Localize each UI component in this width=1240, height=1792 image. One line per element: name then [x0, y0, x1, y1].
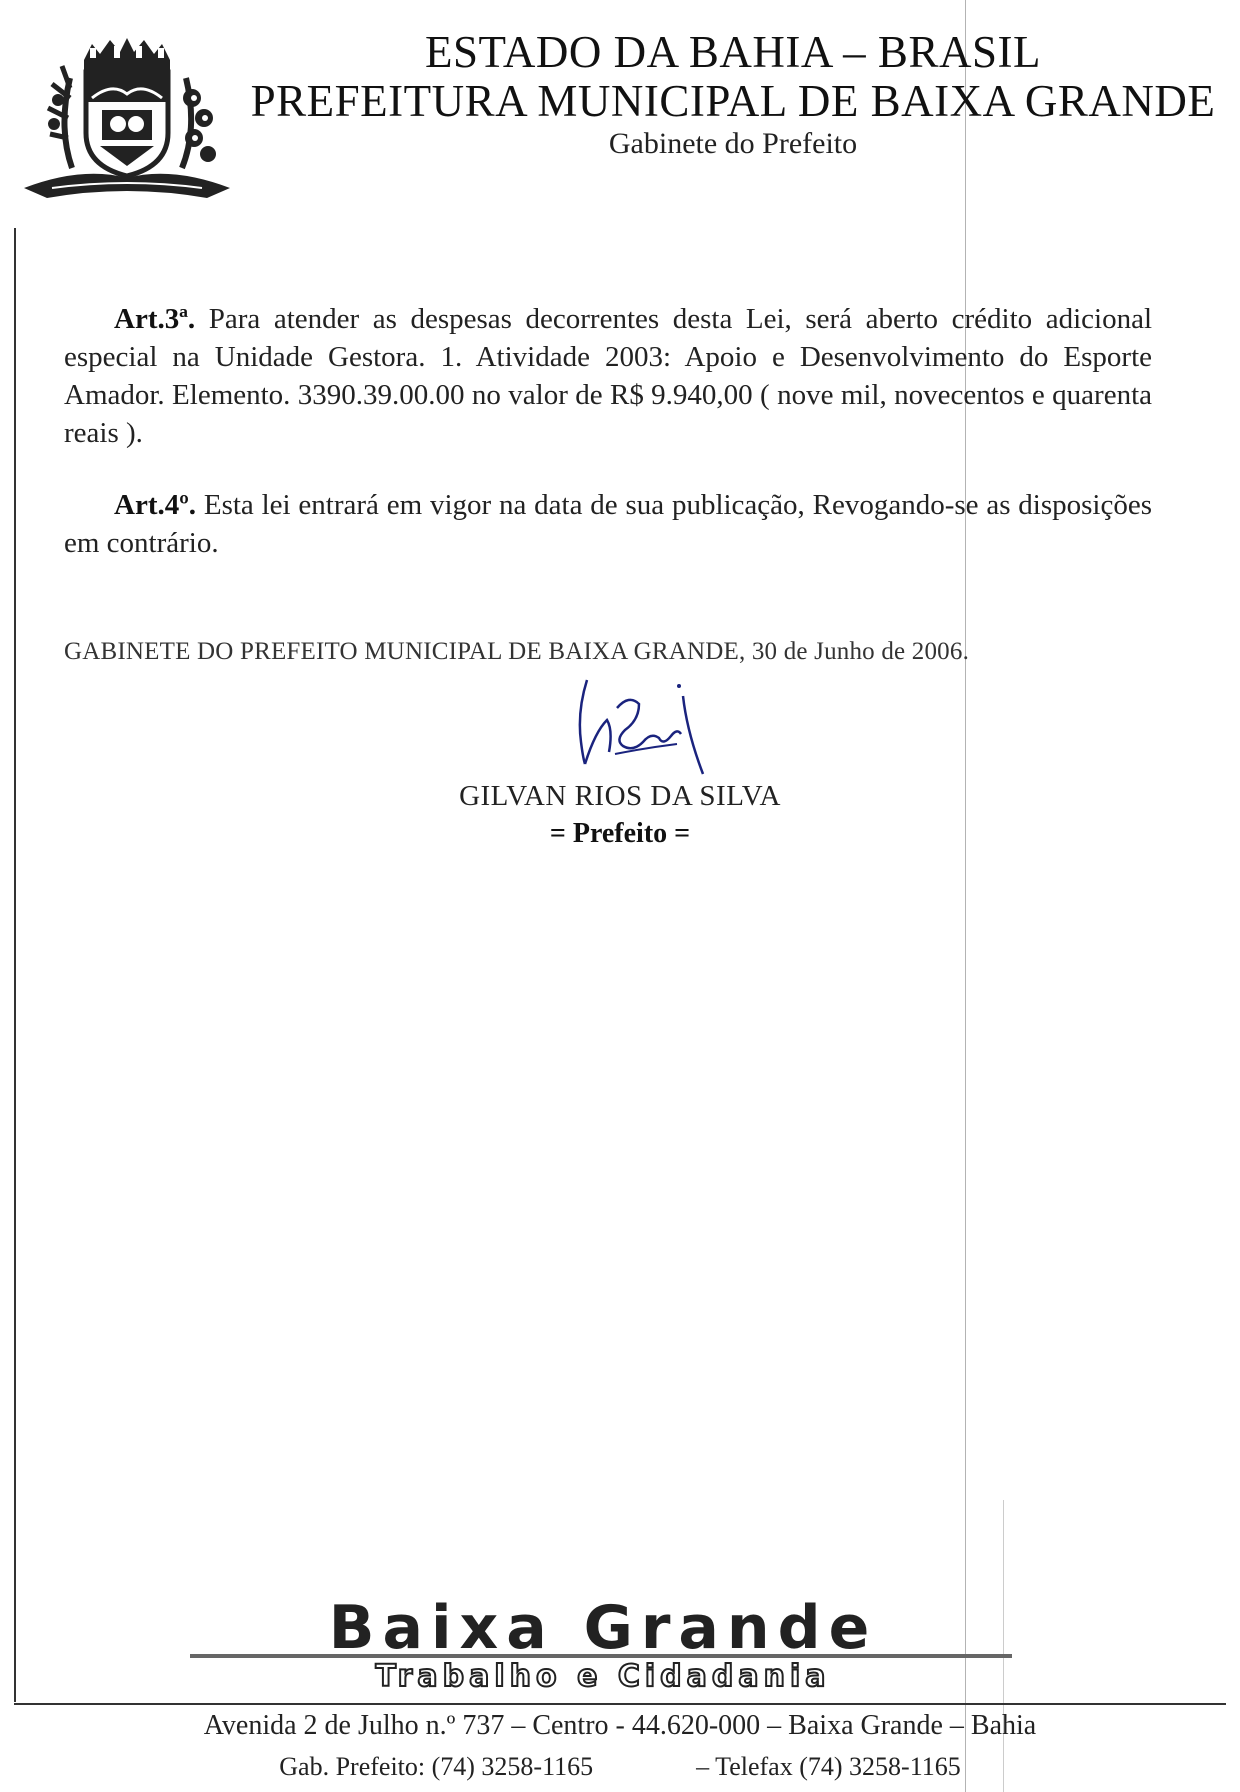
closing-place-date: GABINETE DO PREFEITO MUNICIPAL DE BAIXA GRANDE, 30 de Junho de 2006. [64, 638, 970, 665]
article-4 [64, 486, 1152, 562]
page-border-left [14, 228, 16, 1702]
footer-phones [0, 1752, 1240, 1782]
letterhead-state: ESTADO DA BAHIA – BRASIL [425, 27, 1041, 77]
footer-phone-office: Gab. Prefeito: (74) 3258-1165 [279, 1752, 594, 1781]
article-3-text: Para atender as despesas decorrentes desta Lei, será aberto crédito adicional especial na Unidade Gestora. 1. Atividade 2003: Apoio e Desenvolvimento do Esporte Amador. Elemento. 3390.39.00.00 no valor de R$ 9.940,00 ( nove mil, novecentos e quarenta reais ). [64, 303, 1152, 449]
article-4-label: Art.4º. [114, 489, 197, 521]
letterhead-office: Gabinete do Prefeito [608, 127, 858, 160]
signer-title: = Prefeito = [549, 818, 691, 849]
article-3-label: Art.3ª. [114, 303, 196, 335]
signer-name: GILVAN RIOS DA SILVA [459, 780, 781, 812]
scan-artifact-line [965, 0, 966, 1792]
article-4-text: Esta lei entrará em vigor na data de sua publicação, Revogando-se as disposições em contrário. [64, 489, 1153, 559]
footer-phone-fax: – Telefax (74) 3258-1165 [696, 1752, 961, 1781]
letterhead-city: PREFEITURA MUNICIPAL DE BAIXA GRANDE [250, 76, 1216, 126]
article-3 [64, 300, 1152, 452]
motto-logo-tagline: Trabalho e Cidadania [375, 1659, 831, 1694]
footer-rule [14, 1703, 1226, 1705]
handwritten-signature-icon [555, 672, 725, 797]
motto-logo-name: Baixa Grande [328, 1593, 878, 1663]
footer-address: Avenida 2 de Julho n.º 737 – Centro - 44.620-000 – Baixa Grande – Bahia [203, 1710, 1037, 1741]
letterhead [238, 28, 1228, 162]
municipal-coat-of-arms-icon [22, 38, 232, 208]
